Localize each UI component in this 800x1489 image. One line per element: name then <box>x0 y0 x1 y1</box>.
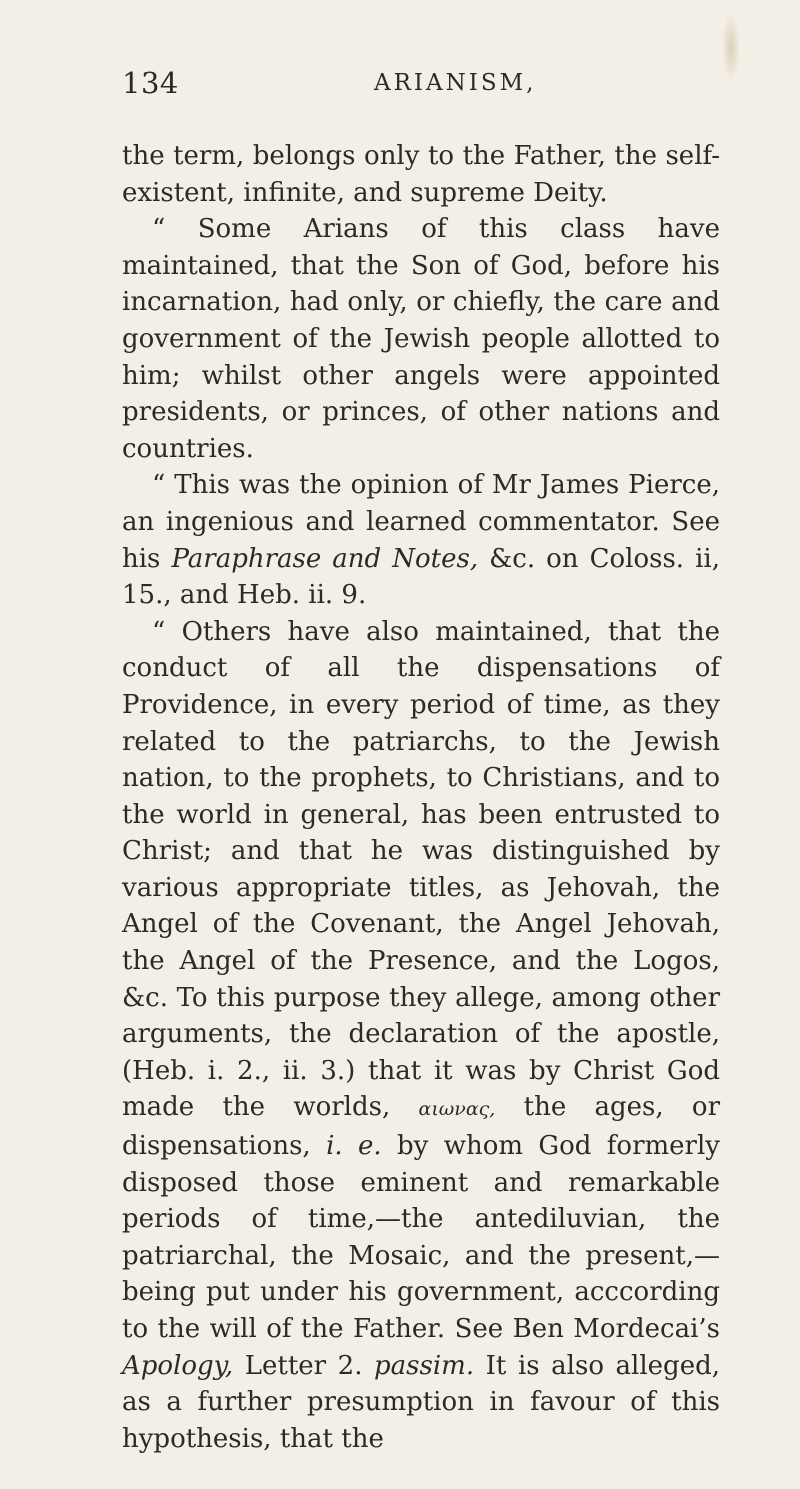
running-title: ARIANISM, <box>374 70 537 96</box>
paragraph-3 <box>122 467 720 613</box>
paragraph-4-text-d: Letter 2. <box>233 1350 375 1381</box>
body-text <box>122 138 720 1457</box>
paragraph-4-text-a: “ Others have also maintained, that the conduct of all the dispensations of Providence, in every period of time, as they related to the patriarchs, to the Jewish nation, to the prophets, to Christians, and to the world in general, has been entrusted to Christ; and that he was distinguished by various appropriate titles, as Jehovah, the Angel of the Covenant, the Angel Jehovah, the Angel of the Presence, and the Logos, &c. To this purpose they allege, among other arguments, the declaration of the apostle, (Heb. i. 2., ii. 3.) that it was by Christ God made the worlds, <box>122 616 720 1123</box>
paragraph-1: the term, belongs only to the Father, the self-existent, infinite, and supreme Deity. <box>122 141 720 208</box>
passim-word: passim. <box>374 1350 475 1381</box>
paragraph-4-text-c: by whom God formerly disposed those eminent and remarkable periods of time,—the antediluvian, the patriarchal, the Mosaic, and the present,—being put under his government, acccording to the will of the Father. See Ben Mordecai’s <box>122 1131 720 1344</box>
ie-abbreviation: i. e. <box>326 1131 382 1162</box>
apology-title: Apology, <box>122 1350 234 1381</box>
page-number: 134 <box>122 66 179 100</box>
paragraph-2: “ Some Arians of this class have maintained, that the Son of God, before his incarnation, had only, or chiefly, the care and government of the Jewish people allotted to him; whilst other angels were appointed presidents, or princes, of other nations and countries. <box>122 214 720 464</box>
paragraph-3-text-a: “ This was the opinion of Mr James Pierce, an ingenious and learned commentator. See his <box>122 470 720 574</box>
paragraph-3-text-b: &c. on Coloss. ii, 15., and Heb. ii. 9. <box>122 543 720 611</box>
page-stain <box>722 12 740 82</box>
running-head <box>122 66 722 106</box>
paragraph-4 <box>122 614 720 1458</box>
paragraph-4-text-e: It is also alleged, as a further presumption in favour of this hypothesis, that the <box>122 1350 720 1454</box>
paragraph-4-text-b: the ages, or dispensations, <box>122 1092 720 1162</box>
greek-word: αιωνας, <box>418 1098 496 1121</box>
paraphrase-title: Paraphrase and Notes, <box>171 543 479 574</box>
